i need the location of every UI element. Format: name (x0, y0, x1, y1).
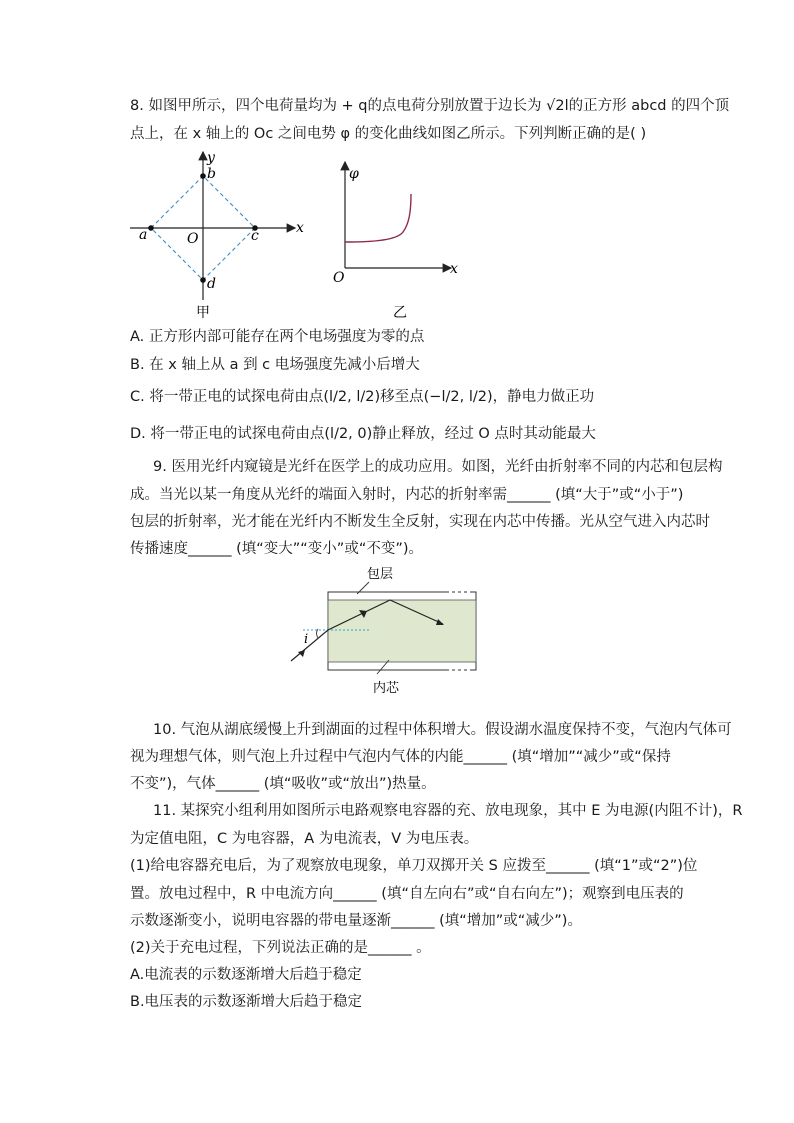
q10-line-1: 10. 气泡从湖底缓慢上升到湖面的过程中体积增大。假设湖水温度保持不变，气泡内气体可 (153, 722, 732, 738)
q8-option-d: D. 将一带正电的试探电荷由点(l/2, 0)静止释放，经过 O 点时其动能最大 (130, 426, 596, 442)
label-d: d (207, 276, 216, 292)
q9-line-2: 成。当光以某一角度从光纤的端面入射时，内芯的折射率需______ (填“大于”或“小于”) (130, 487, 684, 503)
label-c: c (251, 228, 259, 244)
q10-line-3: 不变”)，气体______ (填“吸收”或“放出”)热量。 (130, 776, 436, 792)
q9-line-1: 9. 医用光纤内窥镜是光纤在医学上的成功应用。如图，光纤由折射率不同的内芯和包层构 (153, 459, 723, 475)
q11-line-1: 11. 某探究小组利用如图所示电路观察电容器的充、放电现象，其中 E 为电源(内阻不计)，R (153, 803, 743, 819)
figure-optical-fiber (285, 562, 495, 700)
figure-jia (125, 150, 315, 325)
fiber-core (328, 600, 476, 662)
label-cladding: 包层 (367, 567, 394, 582)
q11-option-a: A.电流表的示数逐渐增大后趋于稳定 (130, 967, 362, 983)
label-x: x (296, 220, 304, 236)
q10-line-2: 视为理想气体，则气泡上升过程中气泡内气体的内能______ (填“增加”“减少”或“保持 (130, 749, 671, 765)
figure-yi (325, 160, 465, 325)
label-core: 内芯 (373, 681, 400, 696)
potential-curve (345, 194, 411, 242)
label-a: a (139, 227, 148, 243)
q11-part1-line-3: 示数逐渐变小，说明电容器的带电量逐渐______ (填“增加”或“减少”)。 (130, 913, 582, 929)
label-phi: φ (349, 166, 359, 182)
caption-jia: 甲 (196, 305, 210, 321)
label-origin: O (187, 231, 199, 247)
q9-line-3: 包层的折射率，光才能在光纤内不断发生全反射，实现在内芯中传播。光从空气进入内芯时 (130, 514, 710, 530)
charge-a (148, 225, 154, 231)
q8-stem-line-1: 8. 如图甲所示，四个电荷量均为 + q的点电荷分别放置于边长为 √2l的正方形 abcd 的四个顶 (130, 98, 730, 114)
q9-line-4: 传播速度______ (填“变大”“变小”或“不变”)。 (130, 541, 423, 557)
caption-yi: 乙 (393, 305, 407, 321)
charge-b (200, 173, 206, 179)
q11-option-b: B.电压表的示数逐渐增大后趋于稳定 (130, 994, 363, 1010)
q11-line-2: 为定值电阻，C 为电容器，A 为电流表，V 为电压表。 (130, 831, 479, 847)
angle-arc (317, 629, 319, 638)
label-y: y (207, 150, 215, 166)
q8-option-c: C. 将一带正电的试探电荷由点(l/2, l/2)移至点(−l/2, l/2)，静电力做正功 (130, 389, 595, 405)
q11-part1-line-2: 置。放电过程中，R 中电流方向______ (填“自左向右”或“自右向左”)；观察到电压表的 (130, 886, 684, 902)
label-origin-yi: O (333, 270, 345, 286)
label-b: b (207, 166, 216, 182)
q8-option-b: B. 在 x 轴上从 a 到 c 电场强度先减小后增大 (130, 357, 420, 373)
q8-stem-line-2: 点上，在 x 轴上的 Oc 之间电势 φ 的变化曲线如图乙所示。下列判断正确的是( ) (130, 126, 647, 142)
q11-part2-stem: (2)关于充电过程，下列说法正确的是______ 。 (130, 940, 431, 956)
label-x-yi: x (450, 261, 458, 277)
q11-part1-line-1: (1)给电容器充电后，为了观察放电现象，单刀双掷开关 S 应拨至______ (填“1”或“2”)位 (130, 858, 698, 874)
q8-option-a: A. 正方形内部可能存在两个电场强度为零的点 (130, 329, 425, 345)
label-angle-i: i (304, 632, 309, 647)
charge-d (200, 277, 206, 283)
